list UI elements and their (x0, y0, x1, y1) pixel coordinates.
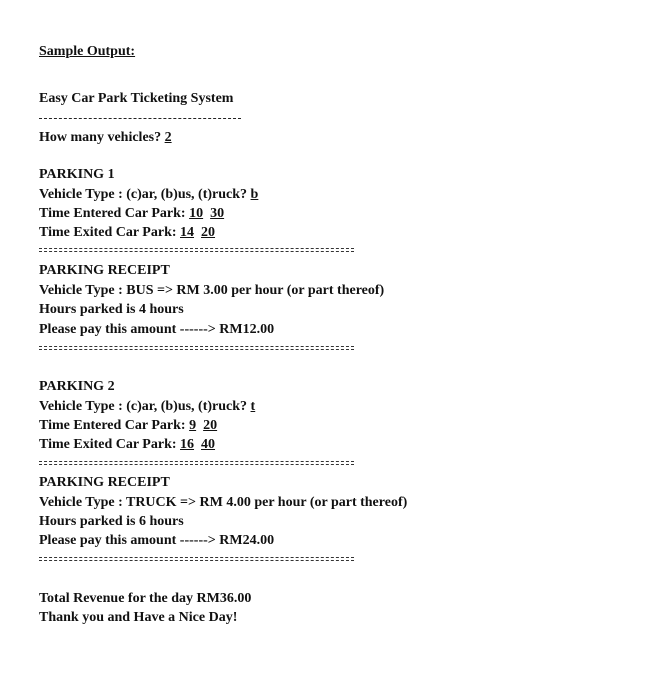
parking-1-exited-line (39, 224, 215, 242)
parking-2-entered-line (39, 417, 217, 435)
parking-2-pay-label: Please pay this amount (39, 533, 177, 548)
parking-1-exited-hour: 14 (180, 225, 195, 240)
parking-2-receipt-title: PARKING RECEIPT (39, 475, 170, 490)
parking-2-pay-line (39, 532, 274, 550)
parking-2-receipt-bottom-rule (39, 557, 354, 560)
parking-1-receipt-title: PARKING RECEIPT (39, 263, 170, 278)
parking-1-entered-label: Time Entered Car Park: (39, 206, 190, 221)
parking-2-entered-label: Time Entered Car Park: (39, 418, 190, 433)
parking-2-pay-arrow: ------> (176, 533, 220, 548)
parking-2-entered-hour: 9 (189, 418, 197, 433)
parking-1-type-input: b (250, 187, 259, 202)
parking-2-label: PARKING 2 (39, 379, 115, 394)
parking-1-exited-label: Time Exited Car Park: (39, 225, 181, 240)
goodbye-line: Thank you and Have a Nice Day! (39, 610, 238, 625)
parking-1-entered-minute: 30 (210, 206, 225, 221)
parking-2-entered-minute: 20 (203, 418, 218, 433)
parking-1-type-prompt: Vehicle Type : (c)ar, (b)us, (t)ruck? (39, 187, 251, 202)
parking-2-type-input: t (250, 399, 256, 414)
parking-1-label: PARKING 1 (39, 167, 115, 182)
parking-2-exited-minute: 40 (201, 437, 216, 452)
parking-2-exited-line (39, 436, 215, 454)
parking-1-exited-minute: 20 (201, 225, 216, 240)
parking-1-receipt-bottom-rule (39, 346, 354, 349)
parking-2-hours-line: Hours parked is 6 hours (39, 514, 184, 529)
sample-output-heading: Sample Output: (39, 44, 136, 59)
parking-1-entered-line (39, 205, 224, 223)
title-divider (39, 118, 241, 119)
parking-1-rate-line: Vehicle Type : BUS => RM 3.00 per hour (or part thereof) (39, 283, 385, 298)
parking-2-type-line (39, 398, 255, 416)
total-revenue-line: Total Revenue for the day RM36.00 (39, 591, 252, 606)
parking-1-receipt-top-rule (39, 248, 354, 251)
parking-1-pay-label: Please pay this amount (39, 322, 177, 337)
vehicle-count-line (39, 129, 172, 147)
parking-2-receipt-top-rule (39, 461, 354, 464)
parking-2-pay-amount: RM24.00 (219, 533, 275, 548)
parking-2-type-prompt: Vehicle Type : (c)ar, (b)us, (t)ruck? (39, 399, 251, 414)
system-title: Easy Car Park Ticketing System (39, 91, 234, 106)
parking-1-hours-line: Hours parked is 4 hours (39, 302, 184, 317)
parking-2-exited-label: Time Exited Car Park: (39, 437, 181, 452)
parking-1-pay-line (39, 321, 274, 339)
vehicle-count-prompt: How many vehicles? (39, 130, 165, 145)
parking-1-pay-amount: RM12.00 (219, 322, 275, 337)
parking-1-type-line (39, 186, 258, 204)
vehicle-count-input: 2 (164, 130, 172, 145)
parking-1-pay-arrow: ------> (176, 322, 220, 337)
parking-2-exited-hour: 16 (180, 437, 195, 452)
parking-1-entered-hour: 10 (189, 206, 204, 221)
parking-2-rate-line: Vehicle Type : TRUCK => RM 4.00 per hour (or part thereof) (39, 495, 408, 510)
